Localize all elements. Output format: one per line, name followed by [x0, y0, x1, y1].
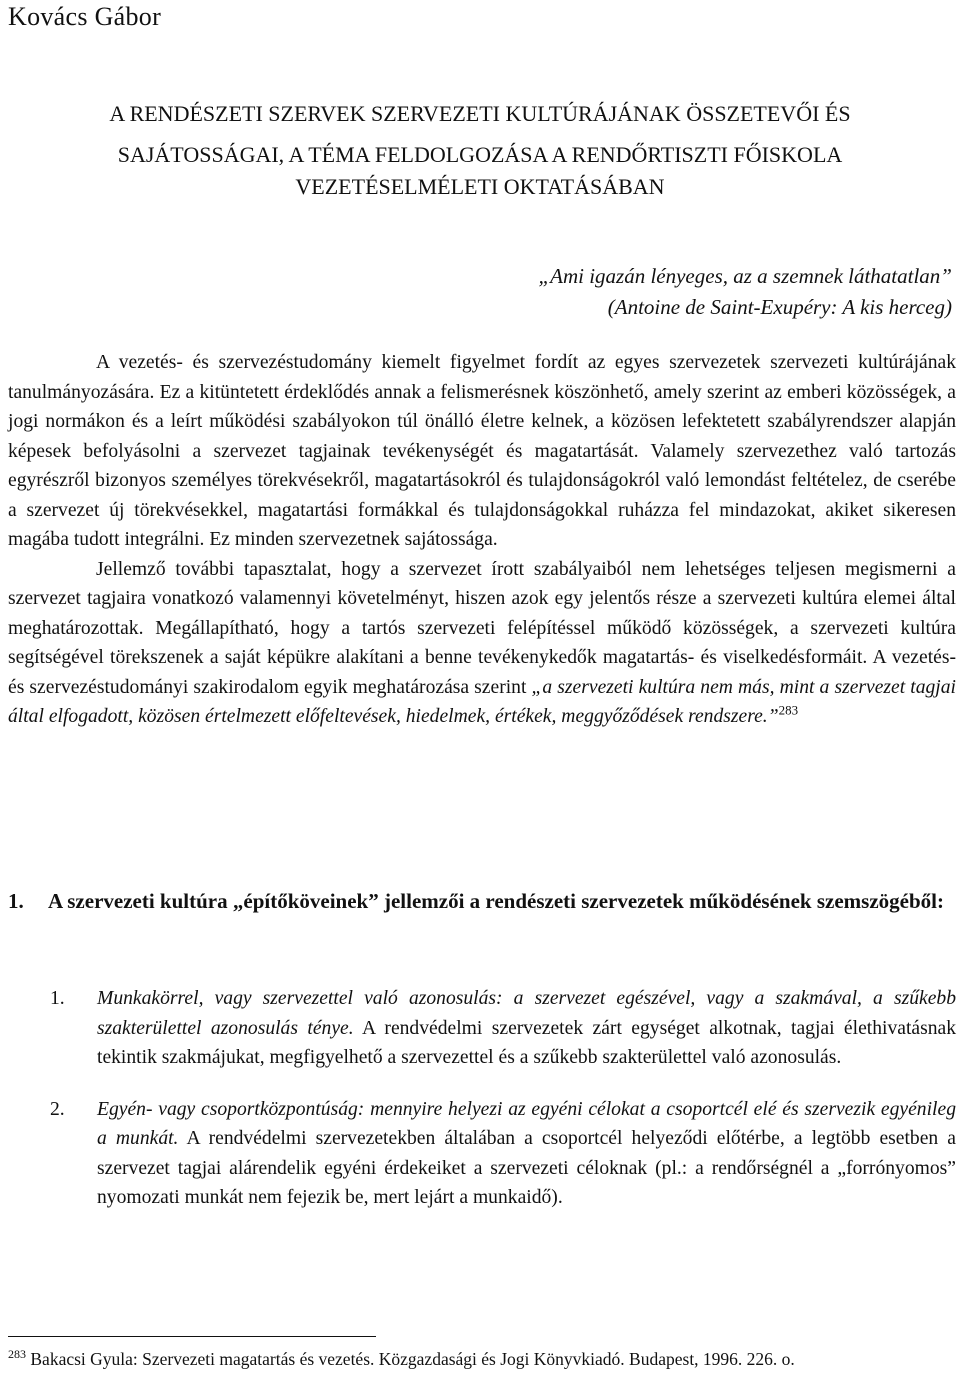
title-line-3: VEZETÉSELMÉLETI OKTATÁSÁBAN — [295, 174, 665, 199]
epigraph-source: (Antoine de Saint-Exupéry: A kis herceg) — [607, 295, 952, 319]
paragraph-1: A vezetés- és szervezéstudomány kiemelt figyelmet fordít az egyes szervezetek szervezeti kultúrájának tanulmányozására. Ez a kitüntetett érdeklődés annak a felismerésnek köszönhető, amely szerint az emberi közösségek, a jogi normákon és a leírt működési szabályokon túl önálló életre kelnek, a közösen lefektetett szabályrendszer alapján képesek befolyásolni a szervezet tagjainak tevékenységét és magatartását. Valamely szervezethez való tartozás egyrészről bizonyos személyes törekvésekről, magatartásokról és tulajdonságokról való lemondást feltételez, de cserébe a szervezet új törekvésekkel, magatartási formákkal és tulajdonságokkal ruházza fel mindazokat, akiket sikeresen magába tudott integrálni. Ez minden szervezetnek sajátossága. — [8, 352, 956, 550]
list-item-term: Egyén- vagy csoportközpontúság: mennyire helyezi az egyéni célokat a csoportcél elé és szervezik egyénileg a munkát. — [97, 1098, 956, 1149]
section-heading — [8, 886, 956, 916]
list-item-text: A rendvédelmi szervezetek zárt egységet alkotnak, tagjai élethivatásnak tekintik szakmájukat, megfigyelhető a szervezettel és a szűkebb szakterülettel való azonosulás. — [97, 1017, 957, 1068]
characteristics-list — [8, 984, 956, 1235]
list-item-term: Munkakörrel, vagy szervezettel való azonosulás: a szervezet egészével, vagy a szakmával, a szűkebb szakterülettel azonosulás ténye. — [97, 988, 956, 1039]
footnote-text: Bakacsi Gyula: Szervezeti magatartás és vezetés. Közgazdasági és Jogi Könyvkiadó. Budapest, 1996. 226. o. — [30, 1349, 795, 1369]
section-title: A szervezeti kultúra „építőköveinek” jellemzői a rendészeti szervezetek működésének szemszögéből: — [48, 889, 944, 913]
title-line-1: A RENDÉSZETI SZERVEK SZERVEZETI KULTÚRÁJÁNAK ÖSSZETEVŐI ÉS — [109, 101, 851, 126]
list-item-text: A rendvédelmi szervezetekben általában a csoportcél helyeződi előtérbe, a legtöbb esetben a szervezet tagjai alárendelik egyéni érdekeiket a szervezeti céloknak (pl.: a rendőrségnél a „forrónyomos” nyomozati munkát nem fejezik be, mert lejárt a munkaidő). — [97, 1128, 956, 1208]
list-item-number: 1. — [50, 988, 65, 1009]
paragraph-2-text: Jellemző további tapasztalat, hogy a szervezet írott szabályaiból nem lehetséges teljesen megismerni a szervezet tagjaira vonatkozó valamennyi követelményt, hiszen azok egy jelentős része a szervezeti kultúra elemei által meghatározottak. Megállapítható, hogy a tartós szervezeti felépítéssel működő közösségek, a szervezeti kultúra segítségével törekszenek a saját képükre alakítani a benne tevékenykedők magatartás- és viselkedésformáit. A vezetés- és szervezéstudományi szakirodalom egyik meghatározása szerint — [8, 558, 956, 698]
footnote-reference: 283 — [778, 702, 799, 718]
definition-quote: „a szervezeti kultúra nem más, mint a szervezet tagjai által elfogadott, közösen értelmezett előfeltevések, hiedelmek, értékek, meggyőződések rendszere.” — [8, 676, 956, 727]
list-item — [8, 1095, 956, 1213]
list-item — [8, 984, 956, 1073]
body-text — [8, 348, 956, 732]
title-line-2: SAJÁTOSSÁGAI, A TÉMA FELDOLGOZÁSA A RENDŐRTISZTI FŐISKOLA — [117, 142, 843, 167]
list-item-number: 2. — [50, 1098, 65, 1120]
paragraph-2 — [8, 555, 956, 732]
epigraph-quote: „Ami igazán lényeges, az a szemnek láthatatlan” — [538, 264, 952, 288]
footnote — [8, 1347, 795, 1371]
author-name: Kovács Gábor — [8, 2, 162, 31]
footnote-divider — [8, 1336, 376, 1337]
footnote-number: 283 — [8, 1347, 26, 1362]
section-number: 1. — [8, 889, 24, 913]
